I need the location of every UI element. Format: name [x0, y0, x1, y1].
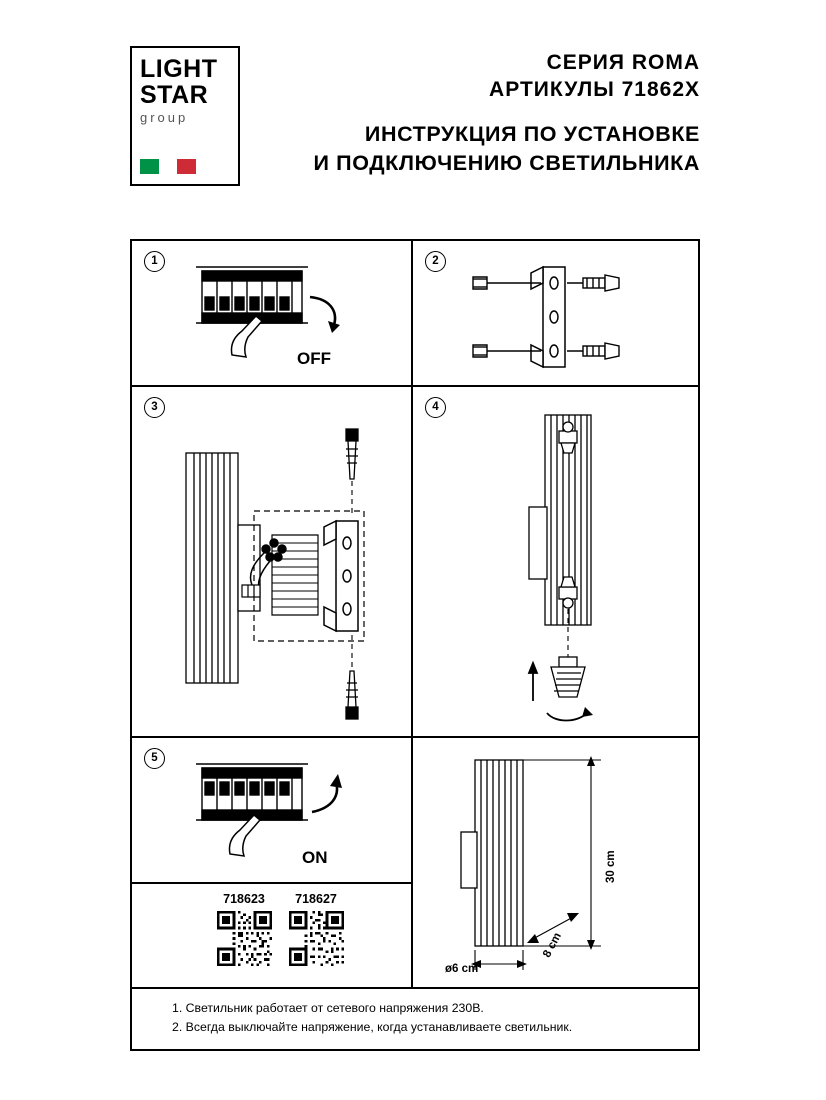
step-5-cell — [132, 738, 413, 884]
step-5-number: 5 — [144, 748, 165, 769]
instruction-line-1: ИНСТРУКЦИЯ ПО УСТАНОВКЕ — [364, 122, 700, 146]
footer-notes — [130, 989, 700, 1051]
depth-dimension-label: 8 cm — [541, 930, 564, 960]
qr-label: 718627 — [295, 892, 337, 906]
steps-grid — [130, 239, 700, 989]
circuit-breaker-on-figure — [192, 756, 392, 876]
step-1-number: 1 — [144, 251, 165, 272]
instruction-line-2: И ПОДКЛЮЧЕНИЮ СВЕТИЛЬНИКА — [313, 151, 700, 175]
title-block — [270, 50, 700, 178]
italian-flag-icon — [140, 159, 196, 174]
circuit-breaker-off-figure — [192, 259, 392, 379]
mounting-bracket-figure — [443, 255, 673, 375]
series-title: СЕРИЯ ROMA — [546, 51, 700, 74]
qr-item — [278, 892, 354, 971]
step-1-cell — [132, 241, 413, 387]
logo-group-word: group — [140, 110, 189, 125]
step-3-number: 3 — [144, 397, 165, 418]
step-1-caption: OFF — [297, 349, 331, 368]
step-2-number: 2 — [425, 251, 446, 272]
dimensions-cell — [413, 738, 698, 987]
brand-logo — [130, 46, 240, 186]
article-title: АРТИКУЛЫ 71862X — [489, 78, 700, 101]
step-2-cell — [413, 241, 698, 387]
header — [130, 46, 700, 191]
qr-label: 718623 — [223, 892, 265, 906]
wiring-assembly-figure — [168, 425, 408, 725]
step-4-number: 4 — [425, 397, 446, 418]
qr-item — [206, 892, 282, 971]
note-1: 1. Светильник работает от сетевого напряжения 230В. — [172, 1001, 484, 1015]
bulb-installation-figure — [493, 401, 673, 731]
step-5-caption: ON — [302, 848, 328, 867]
qr-code-icon[interactable] — [289, 911, 344, 966]
qr-code-icon[interactable] — [217, 911, 272, 966]
logo-line-1: LIGHT — [140, 55, 218, 83]
logo-line-2: STAR — [140, 81, 209, 109]
note-2: 2. Всегда выключайте напряжение, когда устанавливаете светильник. — [172, 1020, 573, 1034]
height-dimension-label: 30 cm — [605, 850, 617, 883]
dimensions-figure — [423, 744, 693, 984]
step-4-cell — [413, 387, 698, 738]
diameter-dimension-label: ø6 cm — [445, 963, 479, 975]
qr-codes-cell — [132, 884, 413, 987]
step-3-cell — [132, 387, 413, 738]
